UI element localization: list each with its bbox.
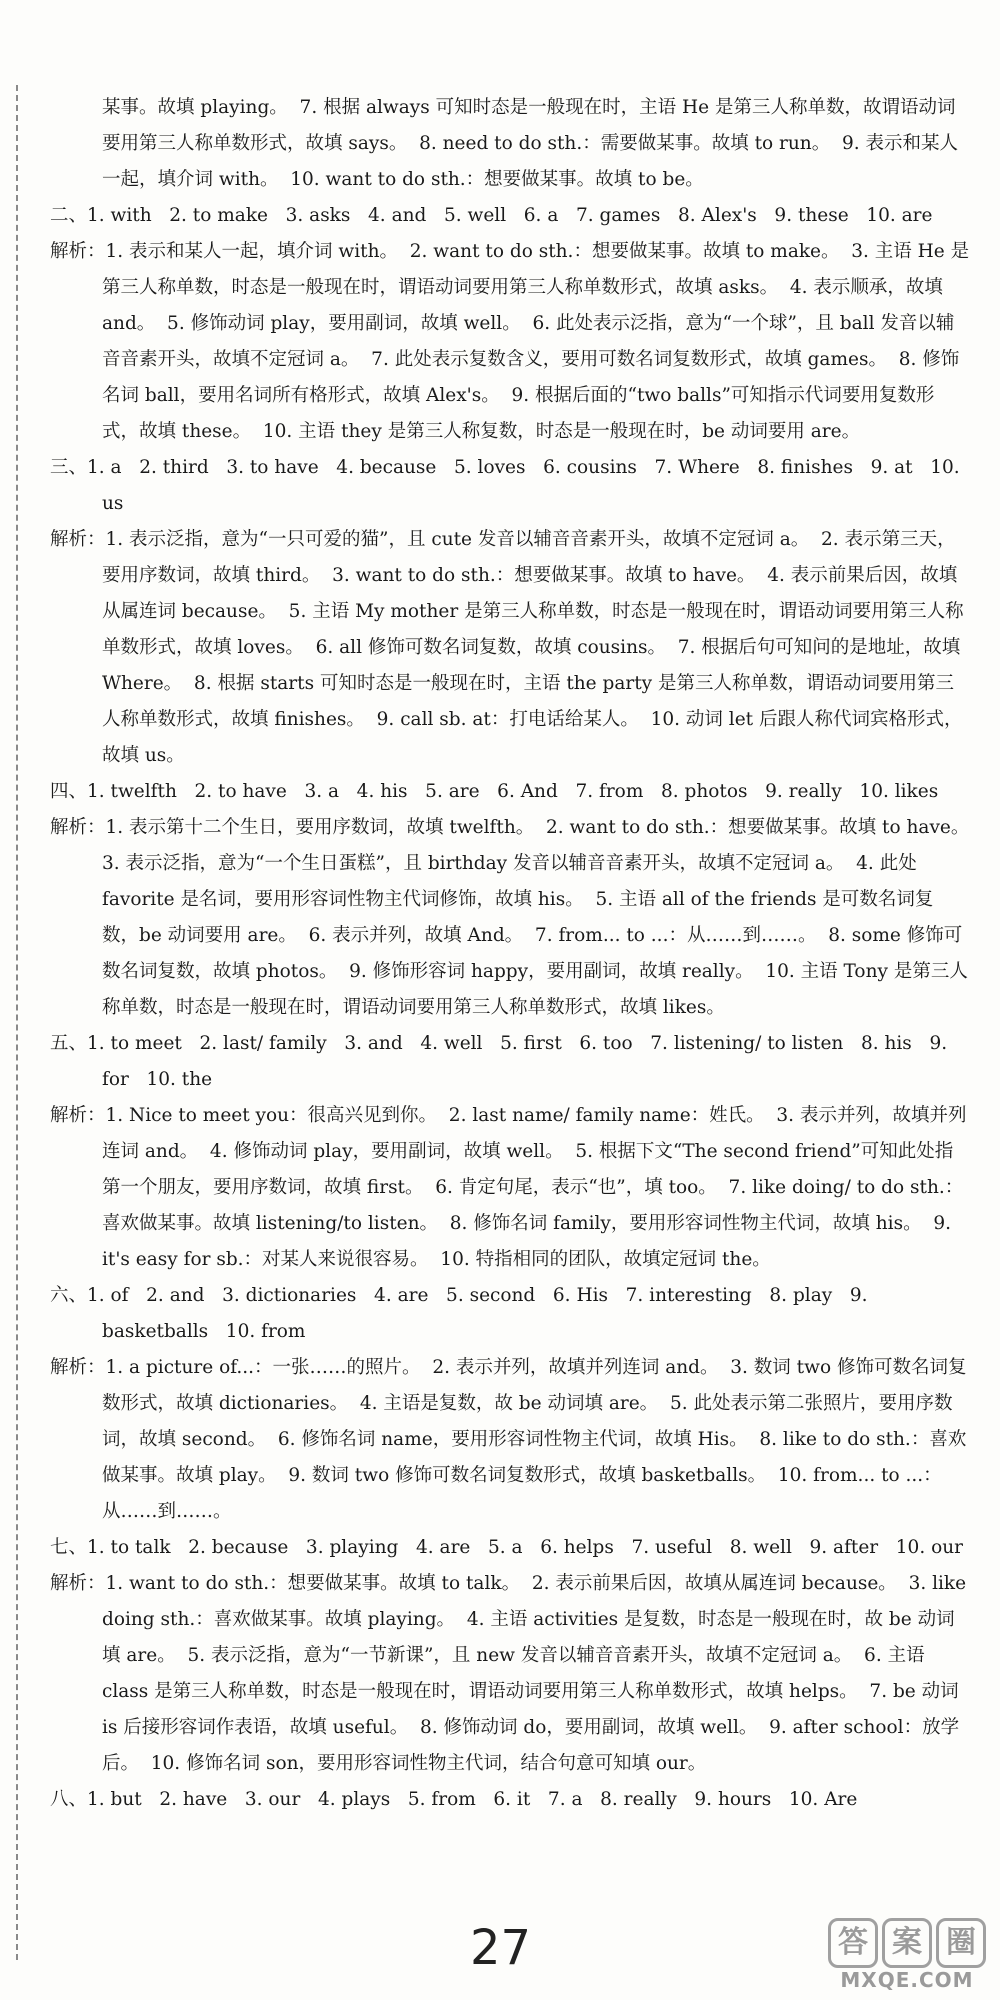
answer-paragraph: 二、1. with 2. to make 3. asks 4. and 5. well 6. a 7. games 8. Alex's 9. these 10. are xyxy=(50,205,933,226)
watermark-url: MXQE.COM xyxy=(840,1968,974,1992)
watermark-char: 答 xyxy=(828,1918,878,1968)
page-number: 27 xyxy=(470,1920,532,1976)
watermark-char: 圈 xyxy=(936,1918,986,1968)
answer-page xyxy=(50,90,982,1818)
answer-paragraph: 解析：1. want to do sth.：想要做某事。故填 to talk。 2. 表示前果后因，故填从属连词 because。 3. like doing sth.：喜欢做某事。故填 playing。 4. 主语 activities 是复数，时态是一般现在时，故 be 动词填 are。 5. 表示泛指，意为“一节新课”，且 new 发音以辅音音素开头，故填不定冠词 a。 6. 主语 class 是第三人称单数，时态是一般现在时，谓语动词要用第三人称单数形式，故填 helps。 7. be 动词 is 后接形容词作表语，故填 useful。 8. 修饰动词 do，要用副词，故填 well。 9. after school：放学后。 10. 修饰名词 son，要用形容词性物主代词，结合句意可知填 our。 xyxy=(50,1573,972,1774)
answer-paragraph: 解析：1. 表示第十二个生日，要用序数词，故填 twelfth。 2. want to do sth.：想要做某事。故填 to have。 3. 表示泛指，意为“一个生日蛋糕”，且 birthday 发音以辅音音素开头，故填不定冠词 a。 4. 此处 favorite 是名词，要用形容词性物主代词修饰，故填 his。 5. 主语 all of the friends 是可数名词复数，be 动词要用 are。 6. 表示并列，故填 And。 7. from... to ...：从……到……。 8. some 修饰可数名词复数，故填 photos。 9. 修饰形容词 happy，要用副词，故填 really。 10. 主语 Tony 是第三人称单数，时态是一般现在时，谓语动词要用第三人称单数形式，故填 likes。 xyxy=(50,817,982,1018)
watermark xyxy=(828,1918,986,1992)
answer-paragraph: 解析：1. a picture of...：一张……的照片。 2. 表示并列，故填并列连词 and。 3. 数词 two 修饰可数名词复数形式，故填 dictionaries。 4. 主语是复数，故 be 动词填 are。 5. 此处表示第二张照片，要用序数词，故填 second。 6. 修饰名词 name，要用形容词性物主代词，故填 His。 8. like to do sth.：喜欢做某事。故填 play。 9. 数词 two 修饰可数名词复数形式，故填 basketballs。 10. from... to ...：从……到……。 xyxy=(50,1357,967,1522)
answer-paragraph: 七、1. to talk 2. because 3. playing 4. are 5. a 6. helps 7. useful 8. well 9. after 10. our xyxy=(50,1537,963,1558)
answer-paragraph: 解析：1. Nice to meet you：很高兴见到你。 2. last name/ family name：姓氏。 3. 表示并列，故填并列连词 and。 4. 修饰动词 play，要用副词，故填 well。 5. 根据下文“The second friend”可知此处指第一个朋友，要用序数词，故填 first。 6. 肯定句尾，表示“也”，填 too。 7. like doing/ to do sth.：喜欢做某事。故填 listening/to listen。 8. 修饰名词 family，要用形容词性物主代词，故填 his。 9. it's easy for sb.：对某人来说很容易。 10. 特指相同的团队，故填定冠词 the。 xyxy=(50,1105,967,1270)
binding-margin-line xyxy=(16,85,18,1960)
answer-paragraph: 八、1. but 2. have 3. our 4. plays 5. from 6. it 7. a 8. really 9. hours 10. Are xyxy=(50,1789,858,1810)
answer-paragraph: 解析：1. 表示泛指，意为“一只可爱的猫”，且 cute 发音以辅音音素开头，故填不定冠词 a。 2. 表示第三天，要用序数词，故填 third。 3. want to do sth.：想要做某事。故填 to have。 4. 表示前果后因，故填从属连词 because。 5. 主语 My mother 是第三人称单数，时态是一般现在时，谓语动词要用第三人称单数形式，故填 loves。 6. all 修饰可数名词复数，故填 cousins。 7. 根据后句可知问的是地址，故填 Where。 8. 根据 starts 可知时态是一般现在时，主语 the party 是第三人称单数，谓语动词要用第三人称单数形式，故填 finishes。 9. call sb. at：打电话给某人。 10. 动词 let 后跟人称代词宾格形式，故填 us。 xyxy=(50,529,967,766)
answer-paragraph: 五、1. to meet 2. last/ family 3. and 4. well 5. first 6. too 7. listening/ to listen 8. his 9. for 10. the xyxy=(50,1033,953,1090)
continuation-paragraph: 某事。故填 playing。 7. 根据 always 可知时态是一般现在时，主语 He 是第三人称单数，故谓语动词要用第三人称单数形式，故填 says。 8. need to do sth.：需要做某事。故填 to run。 9. 表示和某人一起，填介词 with。 10. want to do sth.：想要做某事。故填 to be。 xyxy=(102,97,959,190)
answer-paragraph: 六、1. of 2. and 3. dictionaries 4. are 5. second 6. His 7. interesting 8. play 9. basketballs 10. from xyxy=(50,1285,874,1342)
answer-paragraph: 解析：1. 表示和某人一起，填介词 with。 2. want to do sth.：想要做某事。故填 to make。 3. 主语 He 是第三人称单数，时态是一般现在时，谓语动词要用第三人称单数形式，故填 asks。 4. 表示顺承，故填 and。 5. 修饰动词 play，要用副词，故填 well。 6. 此处表示泛指，意为“一个球”，且 ball 发音以辅音音素开头，故填不定冠词 a。 7. 此处表示复数含义，要用可数名词复数形式，故填 games。 8. 修饰名词 ball，要用名词所有格形式，故填 Alex's。 9. 根据后面的“two balls”可知指示代词要用复数形式，故填 these。 10. 主语 they 是第三人称复数，时态是一般现在时，be 动词要用 are。 xyxy=(50,241,970,442)
watermark-logo xyxy=(828,1918,986,1968)
answer-paragraph: 四、1. twelfth 2. to have 3. a 4. his 5. are 6. And 7. from 8. photos 9. really 10. likes xyxy=(50,781,939,802)
answer-paragraph: 三、1. a 2. third 3. to have 4. because 5. loves 6. cousins 7. Where 8. finishes 9. at 10. us xyxy=(50,457,966,514)
watermark-char: 案 xyxy=(882,1918,932,1968)
